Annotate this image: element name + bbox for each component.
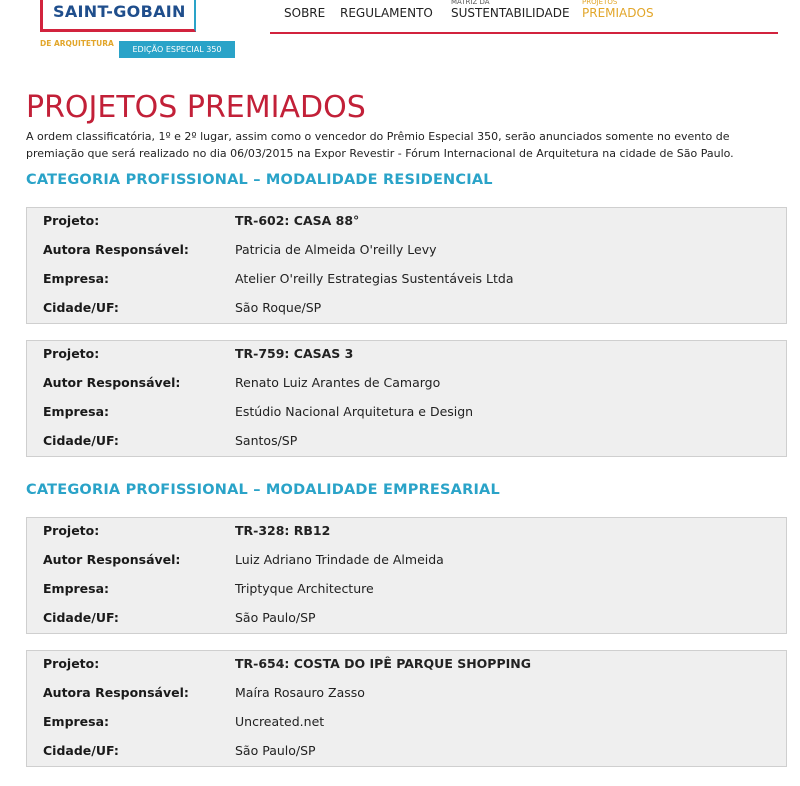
row-label: Cidade/UF: (43, 610, 119, 625)
row-label: Projeto: (43, 656, 100, 671)
nav-divider (270, 32, 778, 34)
company-name: Uncreated.net (235, 714, 325, 729)
site-header (0, 0, 800, 70)
row-label: Projeto: (43, 346, 100, 361)
logo-text: SAINT-GOBAIN (53, 2, 186, 21)
row-label: Cidade/UF: (43, 743, 119, 758)
project-row (27, 709, 786, 738)
nav-item-small-label: MATRIZ DA (451, 0, 490, 6)
project-card (26, 340, 787, 457)
project-row (27, 738, 786, 767)
nav-item-label: SOBRE (284, 6, 326, 20)
row-label: Autor Responsável: (43, 375, 181, 390)
project-row (27, 680, 786, 709)
project-card (26, 650, 787, 767)
brand-logo[interactable] (40, 0, 196, 32)
company-name: Atelier O'reilly Estrategias Sustentáveis Ltda (235, 271, 514, 286)
project-row (27, 237, 786, 266)
row-label: Empresa: (43, 581, 110, 596)
project-code-title: TR-602: CASA 88° (235, 213, 360, 228)
project-row (27, 266, 786, 295)
nav-item-matriz-sustentabilidade[interactable] (451, 0, 570, 20)
row-label: Cidade/UF: (43, 300, 119, 315)
page-title: PROJETOS PREMIADOS (26, 90, 366, 125)
project-card (26, 517, 787, 634)
category-title: CATEGORIA PROFISSIONAL – MODALIDADE RESIDENCIAL (26, 172, 493, 188)
responsible-name: Maíra Rosauro Zasso (235, 685, 365, 700)
city-state: São Paulo/SP (235, 610, 316, 625)
project-row (27, 576, 786, 605)
responsible-name: Patricia de Almeida O'reilly Levy (235, 242, 437, 257)
project-row (27, 370, 786, 399)
nav-item-label: SUSTENTABILIDADE (451, 6, 570, 20)
row-label: Empresa: (43, 404, 110, 419)
nav-item-regulamento[interactable] (340, 6, 433, 20)
row-label: Autora Responsável: (43, 242, 189, 257)
city-state: São Roque/SP (235, 300, 322, 315)
company-name: Triptyque Architecture (235, 581, 374, 596)
nav-item-sobre[interactable] (284, 6, 325, 20)
city-state: São Paulo/SP (235, 743, 316, 758)
project-code-title: TR-654: COSTA DO IPÊ PARQUE SHOPPING (235, 656, 531, 671)
nav-item-projetos-premiados[interactable] (582, 0, 654, 20)
project-row (27, 605, 786, 634)
nav-item-small-label: PROJETOS (582, 0, 618, 6)
edition-badge: EDIÇÃO ESPECIAL 350 (119, 41, 235, 58)
intro-text: A ordem classificatória, 1º e 2º lugar, assim como o vencedor do Prêmio Especial 350, serão anunciados somente no evento de premiação que será realizado no dia 06/03/2015 na Expor Revestir - Fórum Internacional de Arquitetura na cidade de São Paulo. (26, 130, 734, 160)
row-label: Autora Responsável: (43, 685, 189, 700)
row-label: Projeto: (43, 523, 100, 538)
project-row (27, 399, 786, 428)
company-name: Estúdio Nacional Arquitetura e Design (235, 404, 474, 419)
project-code-title: TR-759: CASAS 3 (235, 346, 354, 361)
project-card (26, 207, 787, 324)
project-row (27, 547, 786, 576)
project-code-title: TR-328: RB12 (235, 523, 331, 538)
project-row (27, 295, 786, 324)
nav-item-label: PREMIADOS (582, 6, 654, 20)
category-title: CATEGORIA PROFISSIONAL – MODALIDADE EMPRESARIAL (26, 482, 500, 498)
project-row (27, 341, 786, 370)
nav-item-label: REGULAMENTO (340, 6, 433, 20)
row-label: Empresa: (43, 271, 110, 286)
project-row (27, 428, 786, 457)
city-state: Santos/SP (235, 433, 298, 448)
responsible-name: Luiz Adriano Trindade de Almeida (235, 552, 444, 567)
project-row (27, 518, 786, 547)
responsible-name: Renato Luiz Arantes de Camargo (235, 375, 441, 390)
project-row (27, 208, 786, 237)
logo-subtitle: DE ARQUITETURA (40, 39, 114, 48)
row-label: Autor Responsável: (43, 552, 181, 567)
row-label: Cidade/UF: (43, 433, 119, 448)
project-row (27, 651, 786, 680)
row-label: Projeto: (43, 213, 100, 228)
row-label: Empresa: (43, 714, 110, 729)
